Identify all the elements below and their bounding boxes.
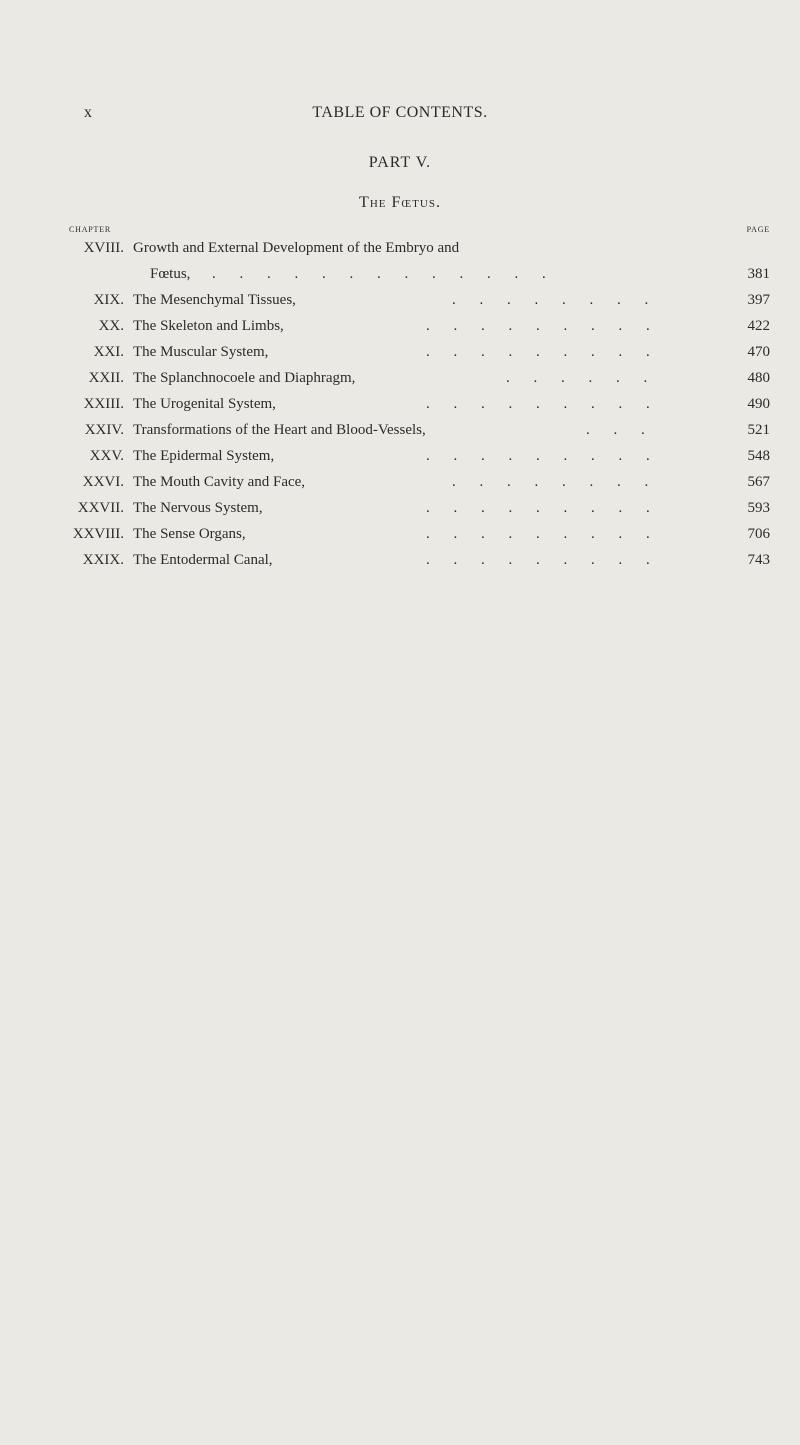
toc-entry xyxy=(0,240,800,261)
chapter-title: The Sense Organs, xyxy=(133,526,246,542)
section-title: The Fœtus. xyxy=(359,194,441,211)
leader-dots: . . . . . . . . . xyxy=(426,526,660,542)
leader-dots: . . . . . . . . . . . . . xyxy=(212,266,556,282)
chapter-title: The Muscular System, xyxy=(133,344,269,360)
chapter-title: The Epidermal System, xyxy=(133,448,275,464)
page-number: 593 xyxy=(747,500,770,516)
page-number: 706 xyxy=(747,526,770,542)
leader-dots: . . . . . . . . . xyxy=(426,448,660,464)
chapter-number: XXIII. xyxy=(83,396,124,412)
chapter-title: Growth and External Development of the Embryo and xyxy=(133,240,460,256)
chapter-title-continuation: Fœtus, xyxy=(150,266,191,282)
toc-entry xyxy=(0,396,800,417)
leader-dots: . . . . . . . . . xyxy=(426,396,660,412)
toc-entry xyxy=(0,370,800,391)
page-number: 567 xyxy=(747,474,770,490)
chapter-title: The Mesenchymal Tissues, xyxy=(133,292,296,308)
chapter-title: The Mouth Cavity and Face, xyxy=(133,474,306,490)
toc-entry xyxy=(0,526,800,547)
chapter-title: Transformations of the Heart and Blood-Vessels, xyxy=(133,422,426,438)
page-column-label: PAGE xyxy=(746,225,770,234)
chapter-number: XVIII. xyxy=(83,240,124,256)
page-header xyxy=(0,104,800,128)
toc-entry xyxy=(0,344,800,365)
leader-dots: . . . . . . . . . xyxy=(426,318,660,334)
chapter-number: XIX. xyxy=(93,292,124,308)
leader-dots: . . . xyxy=(586,422,655,438)
toc-entry xyxy=(0,318,800,339)
page-number: 470 xyxy=(747,344,770,360)
part-title: PART V. xyxy=(368,154,432,171)
chapter-title: The Urogenital System, xyxy=(133,396,276,412)
chapter-number: XXVIII. xyxy=(72,526,124,542)
page-number: 490 xyxy=(747,396,770,412)
leader-dots: . . . . . . . . . xyxy=(426,500,660,516)
leader-dots: . . . . . . . . xyxy=(452,474,659,490)
folio: x xyxy=(84,104,93,121)
leader-dots: . . . . . . xyxy=(506,370,658,386)
chapter-number: XXII. xyxy=(88,370,124,386)
chapter-title: The Entodermal Canal, xyxy=(133,552,273,568)
toc-entry xyxy=(0,292,800,313)
page-number: 381 xyxy=(747,266,770,282)
leader-dots: . . . . . . . . . xyxy=(426,552,660,568)
leader-dots: . . . . . . . . xyxy=(452,292,659,308)
running-title: TABLE OF CONTENTS. xyxy=(312,104,488,121)
chapter-title: The Nervous System, xyxy=(133,500,263,516)
page-number: 397 xyxy=(747,292,770,308)
page-number: 548 xyxy=(747,448,770,464)
page-number: 521 xyxy=(747,422,770,438)
chapter-title: The Splanchnocoele and Diaphragm, xyxy=(133,370,356,386)
toc-entry xyxy=(0,422,800,443)
chapter-column-label: CHAPTER xyxy=(69,225,112,234)
page-number: 743 xyxy=(747,552,770,568)
toc-entry-continuation xyxy=(0,266,800,287)
chapter-number: XXI. xyxy=(93,344,124,360)
chapter-number: XXIV. xyxy=(84,422,124,438)
page-number: 480 xyxy=(747,370,770,386)
toc-entry xyxy=(0,448,800,469)
toc-entry xyxy=(0,474,800,495)
toc-entry xyxy=(0,500,800,521)
toc-entry xyxy=(0,552,800,573)
chapter-number: XXIX. xyxy=(82,552,124,568)
page-number: 422 xyxy=(747,318,770,334)
chapter-number: XXVI. xyxy=(82,474,124,490)
chapter-title: The Skeleton and Limbs, xyxy=(133,318,284,334)
chapter-number: XXVII. xyxy=(77,500,124,516)
leader-dots: . . . . . . . . . xyxy=(426,344,660,360)
chapter-number: XX. xyxy=(98,318,124,334)
chapter-number: XXV. xyxy=(89,448,124,464)
